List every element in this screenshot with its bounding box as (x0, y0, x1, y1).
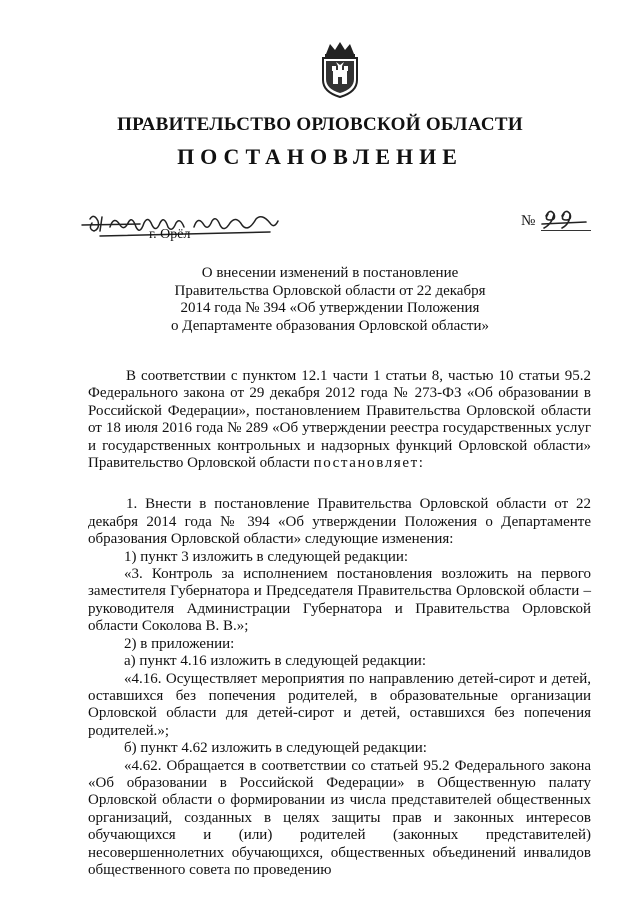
handwritten-number (540, 206, 590, 230)
subitem-2: 2) в приложении: (124, 635, 235, 652)
quote-item-3: «3. Контроль за исполнением постановления возложить на первого заместителя Губернатора и Председателя Правительства Орловской области – руководителя Администрации Губернатора и Правительства Орловской области Соколова В. В.»; (88, 566, 591, 635)
quote-item-4-62: «4.62. Обращается в соответствии со статьей 95.2 Федерального закона «Об образовании в Российской Федерации» в Общественную палату Орловской области о формировании из числа представителей общественных организаций, созданных в целях защиты прав и законных интересов обучающихся и (или) родителей (законных представителей) несовершеннолетних обучающихся, общественных объединений инвалидов общественного совета по проведению (88, 757, 591, 878)
paragraph-gap (88, 472, 591, 496)
subitem-a: а) пункт 4.16 изложить в следующей редакции: (124, 653, 426, 670)
item-1: 1. Внести в постановление Правительства Орловской области от 22 декабря 2014 года № 394 «Об утверждении Положения о Департаменте образования Орловской области» следующие изменения: (88, 496, 591, 548)
preamble-paragraph (88, 368, 591, 472)
government-title: ПРАВИТЕЛЬСТВО ОРЛОВСКОЙ ОБЛАСТИ (117, 114, 523, 135)
quote-item-4-16: «4.16. Осуществляет мероприятия по направлению детей-сирот и детей, оставшихся без попечения родителей, в образовательные организации Орловской области для детей-сирот и детей, оставшихся без попечения родителей.»; (88, 670, 591, 739)
city-name: г. Орёл (149, 227, 191, 242)
document-subject (120, 265, 540, 335)
subject-line: о Департаменте образования Орловской области» (171, 317, 489, 334)
subject-line: Правительства Орловской области от 22 декабря (174, 282, 486, 299)
preamble-text: В соответствии с пунктом 12.1 части 1 статьи 8, частью 10 статьи 95.2 Федерального закона от 29 декабря 2012 года № 273-ФЗ «Об образовании в Российской Федерации», постановлением Правительства Орловской области от 18 июля 2016 года № 289 «Об утверждении реестра государственных услуг и государственных контрольных и надзорных функций Орловской области» Правительство Орловской области (88, 368, 591, 472)
orel-region-coat-of-arms-icon (318, 40, 362, 98)
document-type: ПОСТАНОВЛЕНИЕ (177, 144, 463, 169)
subitem-b: б) пункт 4.62 изложить в следующей редакции: (124, 740, 427, 757)
subject-line: О внесении изменений в постановление (201, 265, 459, 281)
document-body (88, 368, 591, 879)
subitem-1: 1) пункт 3 изложить в следующей редакции: (124, 548, 409, 565)
number-label: № (521, 213, 536, 229)
number-underline (541, 230, 591, 231)
resolves-word: постановляет: (313, 455, 425, 472)
subject-line: 2014 года № 394 «Об утверждении Положения (180, 300, 480, 316)
